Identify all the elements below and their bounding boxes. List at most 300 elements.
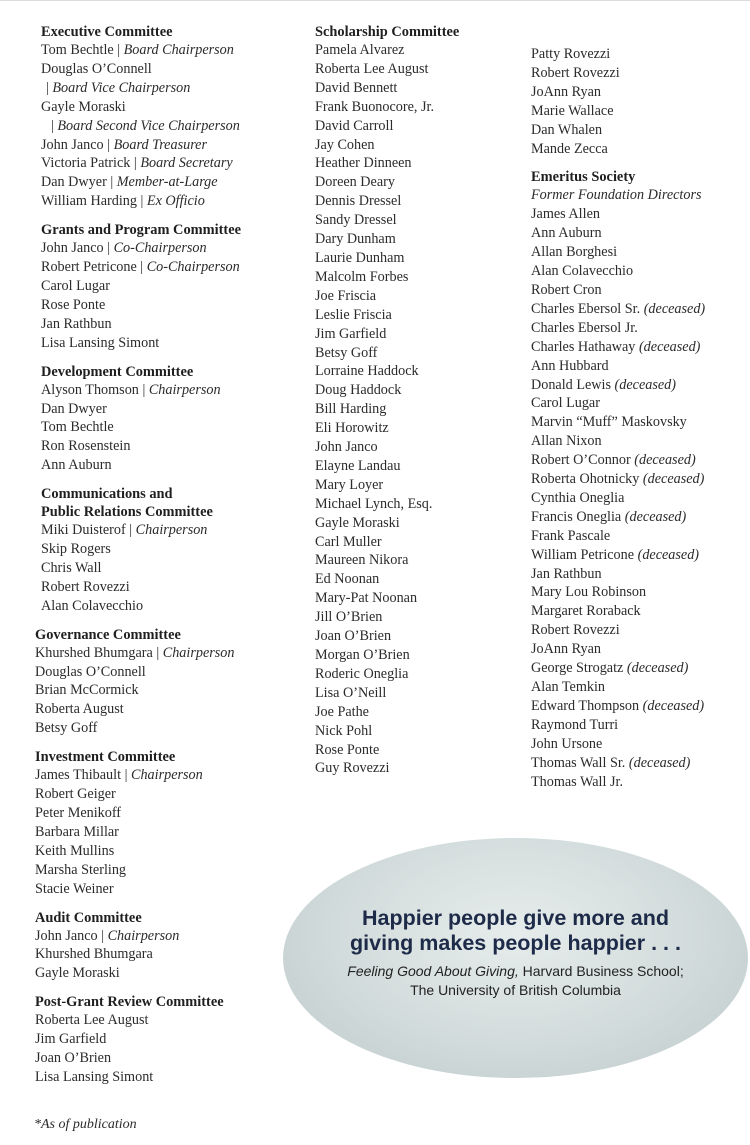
member-name: Carl Muller	[315, 533, 382, 550]
member-name: Charles Hathaway	[531, 338, 636, 355]
member-row	[531, 338, 746, 357]
member-row	[531, 319, 746, 338]
member-row	[531, 583, 746, 602]
member-row	[315, 98, 530, 117]
member-row	[315, 249, 530, 268]
member-name: Michael Lynch, Esq.	[315, 495, 433, 512]
member-row	[531, 83, 746, 102]
member-name: Malcolm Forbes	[315, 268, 409, 285]
member-row	[41, 136, 311, 155]
member-row	[531, 432, 746, 451]
member-row	[531, 413, 746, 432]
member-row	[531, 470, 746, 489]
member-name: Carol Lugar	[41, 277, 110, 294]
member-row	[315, 60, 530, 79]
member-name: Carol Lugar	[531, 395, 600, 412]
member-row	[41, 521, 311, 540]
section-heading: Grants and Program Committee	[41, 222, 241, 239]
member-row	[315, 287, 530, 306]
member-row	[35, 861, 311, 880]
member-row	[315, 457, 530, 476]
member-name: Heather Dinneen	[315, 155, 412, 172]
member-role: Board Second Vice Chairperson	[57, 117, 240, 134]
member-row	[531, 735, 746, 754]
role-separator: |	[152, 644, 163, 661]
member-role: Member-at-Large	[116, 174, 218, 191]
member-row	[531, 140, 746, 159]
member-name: Roberta Lee August	[35, 1012, 149, 1029]
member-role: Board Treasurer	[113, 136, 208, 153]
member-name: Frank Pascale	[531, 527, 611, 544]
column-middle	[315, 20, 530, 788]
member-row	[315, 154, 530, 173]
member-name: Betsy Goff	[35, 720, 98, 737]
member-row	[531, 602, 746, 621]
member-row	[315, 589, 530, 608]
member-row	[531, 565, 746, 584]
member-name: Dan Dwyer	[41, 174, 107, 191]
quote-source	[283, 962, 748, 981]
member-role: Board Vice Chairperson	[52, 79, 191, 96]
role-separator: |	[113, 42, 124, 58]
member-row	[531, 716, 746, 735]
member-name: Doreen Deary	[315, 174, 395, 191]
member-row	[531, 205, 746, 224]
member-name: Jill O’Brien	[315, 609, 383, 626]
member-name: Pamela Alvarez	[315, 42, 405, 58]
member-row	[315, 514, 530, 533]
member-row	[531, 640, 746, 659]
member-name: Dary Dunham	[315, 231, 396, 248]
member-name: JoAnn Ryan	[531, 641, 601, 658]
member-name: William Harding	[41, 193, 137, 210]
member-name: Mary Lou Robinson	[531, 584, 647, 601]
member-row	[35, 945, 311, 964]
member-name: Khurshed Bhumgara	[35, 946, 153, 963]
committee-section	[35, 626, 311, 739]
member-name: Khurshed Bhumgara	[35, 644, 153, 661]
member-note: (deceased)	[642, 697, 705, 714]
member-name: Robert Cron	[531, 281, 602, 298]
member-row	[35, 766, 311, 785]
member-role: Chairperson	[162, 644, 235, 661]
member-row	[531, 121, 746, 140]
member-name: Lisa Lansing Simont	[41, 334, 160, 351]
member-name: Jan Rathbun	[531, 565, 602, 582]
section-heading: Communications and	[41, 486, 173, 503]
member-name: Jim Garfield	[35, 1031, 107, 1048]
member-row	[315, 741, 530, 760]
member-name: John Ursone	[531, 735, 603, 752]
member-name: Miki Duisterof	[41, 522, 126, 539]
member-row	[35, 1049, 311, 1068]
member-row	[315, 192, 530, 211]
member-row	[35, 644, 311, 663]
member-name: Dan Dwyer	[41, 400, 107, 417]
member-row	[315, 570, 530, 589]
member-row	[41, 192, 311, 211]
member-row	[315, 306, 530, 325]
member-row	[531, 754, 746, 773]
role-separator: |	[51, 117, 58, 134]
member-row	[35, 681, 311, 700]
member-row	[35, 842, 311, 861]
member-row	[41, 400, 311, 419]
member-name: Jay Cohen	[315, 136, 375, 153]
member-name: Tom Bechtle	[41, 42, 114, 58]
member-name: Marie Wallace	[531, 102, 614, 119]
member-name: Gayle Moraski	[41, 98, 126, 115]
member-row	[531, 527, 746, 546]
member-name: Joan O’Brien	[315, 628, 392, 645]
member-row	[35, 700, 311, 719]
member-row	[41, 258, 311, 277]
member-row	[531, 262, 746, 281]
member-row	[35, 804, 311, 823]
member-name: JoAnn Ryan	[531, 83, 601, 100]
member-name: Tom Bechtle	[41, 419, 114, 436]
member-name: Brian McCormick	[35, 682, 139, 699]
section-heading-line-2: Public Relations Committee	[41, 504, 213, 521]
member-name: Nick Pohl	[315, 722, 373, 739]
member-name: Alan Colavecchio	[531, 263, 634, 280]
member-name: Robert Rovezzi	[531, 64, 620, 81]
member-name: Stacie Weiner	[35, 880, 114, 897]
member-row	[531, 451, 746, 470]
member-name: Jan Rathbun	[41, 315, 112, 332]
member-name: Gayle Moraski	[35, 965, 120, 982]
member-name: Ann Auburn	[41, 457, 112, 474]
member-name: Mary Loyer	[315, 476, 384, 493]
member-name: Donald Lewis	[531, 376, 611, 393]
member-name: Allan Borghesi	[531, 244, 618, 261]
member-row	[315, 495, 530, 514]
member-row	[531, 376, 746, 395]
member-row	[35, 927, 311, 946]
member-name: Roberta August	[35, 701, 124, 718]
member-row	[315, 400, 530, 419]
committee-section	[35, 748, 311, 898]
member-row	[35, 785, 311, 804]
section-heading: Executive Committee	[41, 24, 173, 40]
member-row	[315, 344, 530, 363]
quote-source-title: Feeling Good About Giving,	[347, 963, 519, 979]
member-row	[315, 438, 530, 457]
section-heading: Development Committee	[41, 363, 194, 380]
member-name: Guy Rovezzi	[315, 760, 390, 777]
member-name: Robert Geiger	[35, 786, 116, 803]
member-row	[35, 880, 311, 899]
member-name: Alan Colavecchio	[41, 597, 144, 614]
member-row	[315, 136, 530, 155]
member-row	[35, 823, 311, 842]
member-name: Morgan O’Brien	[315, 647, 410, 663]
member-row	[531, 394, 746, 413]
member-row	[531, 64, 746, 83]
member-name: Cynthia Oneglia	[531, 489, 625, 506]
member-name: Alyson Thomson	[41, 381, 139, 398]
member-name: Charles Ebersol Sr.	[531, 300, 641, 317]
member-row	[41, 60, 311, 79]
member-name: Robert O’Connor	[531, 452, 631, 469]
member-name: Rose Ponte	[315, 741, 380, 758]
member-row	[315, 684, 530, 703]
member-name: Dennis Dressel	[315, 193, 402, 210]
member-row	[41, 456, 311, 475]
member-row	[531, 224, 746, 243]
member-row	[315, 646, 530, 665]
member-name: Allan Nixon	[531, 433, 602, 450]
role-separator: |	[46, 79, 53, 96]
member-role: Board Chairperson	[123, 42, 234, 58]
member-row	[531, 659, 746, 678]
member-note: (deceased)	[628, 754, 691, 771]
member-row	[41, 173, 311, 192]
member-name: John Janco	[41, 136, 104, 153]
member-name: Victoria Patrick	[41, 155, 131, 172]
member-row	[41, 437, 311, 456]
role-separator: |	[106, 174, 117, 191]
member-row	[531, 300, 746, 319]
member-note: (deceased)	[643, 300, 706, 317]
member-row	[531, 357, 746, 376]
member-row	[35, 719, 311, 738]
member-row	[531, 678, 746, 697]
member-row	[41, 277, 311, 296]
member-name: Marvin “Muff” Maskovsky	[531, 414, 687, 431]
section-subtitle: Former Foundation Directors	[531, 187, 702, 204]
member-row	[315, 41, 530, 60]
member-name: Margaret Roraback	[531, 603, 641, 620]
member-row	[315, 627, 530, 646]
member-row	[41, 334, 311, 353]
member-row	[41, 296, 311, 315]
member-row	[35, 964, 311, 983]
member-row	[41, 418, 311, 437]
member-name: Robert Rovezzi	[531, 622, 620, 639]
member-row	[315, 211, 530, 230]
member-role: Chairperson	[135, 522, 208, 539]
member-name: David Carroll	[315, 117, 394, 134]
top-rule	[0, 0, 750, 1]
member-name: Roberta Lee August	[315, 60, 429, 77]
quote-source-rest: Harvard Business School;	[518, 963, 684, 979]
member-name: John Janco	[35, 927, 98, 944]
member-name: Eli Horowitz	[315, 420, 389, 437]
member-row	[315, 230, 530, 249]
member-role: Co-Chairperson	[146, 259, 240, 276]
member-name: Joan O’Brien	[35, 1050, 112, 1067]
member-name: Jim Garfield	[315, 325, 387, 342]
committee-section	[41, 363, 311, 476]
quote-line-2: giving makes people happier . . .	[350, 931, 681, 955]
member-row	[41, 41, 311, 60]
member-note: (deceased)	[642, 471, 705, 488]
role-separator: |	[103, 240, 114, 257]
member-name: Douglas O’Connell	[41, 60, 152, 77]
member-row	[41, 98, 311, 117]
committee-section	[531, 168, 746, 791]
quote-block	[283, 906, 748, 1000]
member-row	[315, 419, 530, 438]
member-name: Douglas O’Connell	[35, 663, 146, 680]
member-row	[531, 697, 746, 716]
member-name: Ann Auburn	[531, 225, 602, 242]
footnote: *As of publication	[34, 1117, 137, 1132]
member-name: David Bennett	[315, 79, 398, 96]
member-row	[41, 117, 311, 136]
role-separator: |	[97, 927, 108, 944]
member-name: James Allen	[531, 206, 600, 223]
member-note: (deceased)	[637, 546, 700, 563]
member-name: Robert Rovezzi	[41, 578, 130, 595]
member-name: Elayne Landau	[315, 457, 401, 474]
member-name: William Petricone	[531, 546, 635, 563]
member-name: Gayle Moraski	[315, 514, 400, 531]
member-row	[41, 597, 311, 616]
member-name: Peter Menikoff	[35, 805, 122, 821]
member-row	[531, 508, 746, 527]
member-name: Ann Hubbard	[531, 357, 609, 374]
member-note: (deceased)	[614, 376, 676, 393]
member-row	[315, 79, 530, 98]
committee-section	[531, 45, 746, 158]
member-row	[531, 102, 746, 121]
quote-line-1: Happier people give more and	[361, 906, 670, 930]
role-separator: |	[121, 767, 131, 784]
member-name: George Strogatz	[531, 660, 624, 677]
member-name: Ron Rosenstein	[41, 438, 131, 455]
member-row	[315, 381, 530, 400]
member-row	[531, 243, 746, 262]
member-row	[41, 559, 311, 578]
member-row	[41, 540, 311, 559]
member-row	[41, 578, 311, 597]
member-role: Chairperson	[130, 767, 203, 784]
member-name: Laurie Dunham	[315, 249, 405, 266]
member-row	[41, 79, 311, 98]
committee-section	[315, 23, 530, 778]
committee-section	[41, 221, 311, 352]
member-row	[35, 1030, 311, 1049]
member-name: James Thibault	[35, 767, 122, 784]
section-heading: Scholarship Committee	[315, 24, 460, 40]
committee-section	[41, 23, 311, 211]
member-row	[315, 722, 530, 741]
member-row	[41, 239, 311, 258]
member-name: Edward Thompson	[531, 697, 640, 714]
member-name: Robert Petricone	[41, 259, 137, 276]
section-heading: Governance Committee	[35, 626, 181, 643]
member-name: Frank Buonocore, Jr.	[315, 98, 434, 115]
member-note: (deceased)	[634, 452, 696, 469]
member-row	[35, 663, 311, 682]
member-name: John Janco	[41, 240, 104, 257]
member-name: Dan Whalen	[531, 121, 603, 138]
member-name: Joe Pathe	[315, 703, 369, 720]
member-name: Ed Noonan	[315, 571, 380, 588]
role-separator: |	[125, 522, 136, 539]
member-row	[41, 154, 311, 173]
member-role: Chairperson	[148, 381, 221, 398]
member-note: (deceased)	[624, 508, 687, 525]
member-name: Francis Oneglia	[531, 508, 622, 525]
section-heading: Post-Grant Review Committee	[35, 994, 224, 1011]
member-role: Board Secretary	[140, 155, 233, 172]
member-name: Doug Haddock	[315, 382, 402, 399]
committee-section	[41, 485, 311, 616]
committee-section	[35, 909, 311, 984]
member-name: Leslie Friscia	[315, 306, 392, 323]
role-separator: |	[130, 155, 141, 172]
member-name: Sandy Dressel	[315, 212, 397, 229]
member-name: Betsy Goff	[315, 344, 378, 361]
role-separator: |	[103, 136, 114, 153]
member-role: Chairperson	[107, 927, 180, 944]
member-row	[41, 315, 311, 334]
member-row	[315, 759, 530, 778]
member-name: Lisa Lansing Simont	[35, 1068, 154, 1085]
column-right	[531, 45, 746, 801]
member-row	[315, 362, 530, 381]
member-name: Patty Rovezzi	[531, 46, 611, 62]
column-left	[35, 20, 311, 1097]
member-row	[531, 546, 746, 565]
member-row	[315, 551, 530, 570]
member-row	[315, 325, 530, 344]
role-separator: |	[138, 381, 149, 398]
member-row	[315, 268, 530, 287]
member-row	[41, 381, 311, 400]
member-name: Skip Rogers	[41, 541, 111, 558]
member-role: Ex Officio	[146, 193, 205, 210]
member-row	[315, 117, 530, 136]
member-name: Mande Zecca	[531, 140, 608, 157]
member-row	[315, 533, 530, 552]
member-name: Roberta Ohotnicky	[531, 471, 640, 488]
member-name: Thomas Wall Jr.	[531, 773, 623, 790]
member-name: Keith Mullins	[35, 842, 115, 859]
member-name: John Janco	[315, 439, 378, 456]
member-name: Rose Ponte	[41, 296, 106, 313]
member-row	[315, 608, 530, 627]
member-name: Marsha Sterling	[35, 861, 127, 878]
member-name: Lorraine Haddock	[315, 363, 419, 380]
role-separator: |	[136, 193, 147, 210]
member-row	[35, 1011, 311, 1030]
member-note: (deceased)	[626, 660, 689, 677]
section-heading: Emeritus Society	[531, 169, 636, 186]
committee-section	[35, 993, 311, 1087]
member-role: Co-Chairperson	[113, 240, 207, 257]
member-name: Thomas Wall Sr.	[531, 754, 626, 771]
member-name: Mary-Pat Noonan	[315, 590, 418, 607]
member-row	[315, 476, 530, 495]
member-row	[531, 773, 746, 792]
member-row	[35, 1068, 311, 1087]
member-row	[315, 665, 530, 684]
member-name: Chris Wall	[41, 559, 102, 576]
member-name: Raymond Turri	[531, 716, 619, 733]
member-row	[531, 621, 746, 640]
member-name: Charles Ebersol Jr.	[531, 319, 638, 336]
member-row	[531, 45, 746, 64]
role-separator: |	[136, 259, 147, 276]
member-name: Alan Temkin	[531, 679, 606, 695]
member-name: Joe Friscia	[315, 287, 377, 304]
section-heading: Audit Committee	[35, 909, 142, 926]
section-heading: Investment Committee	[35, 749, 176, 766]
